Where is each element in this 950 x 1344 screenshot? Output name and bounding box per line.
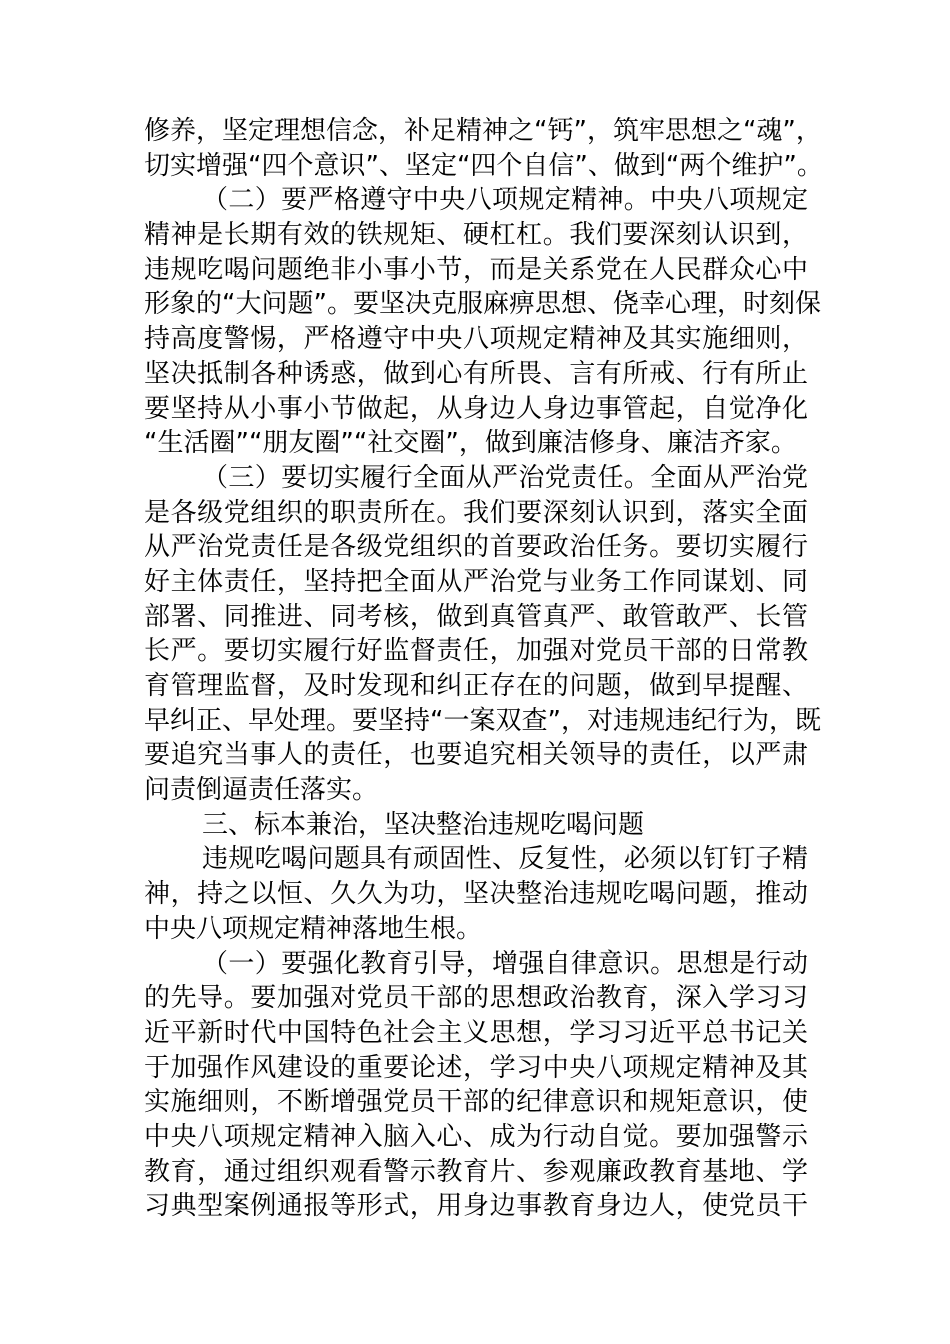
text-line: 中央八项规定精神落地生根。 <box>144 913 483 944</box>
text-line: 要追究当事人的责任，也要追究相关领导的责任，以严肃 <box>144 740 808 771</box>
text-line: 持高度警惕，严格遵守中央八项规定精神及其实施细则， <box>144 324 808 355</box>
text-line: 神，持之以恒、久久为功，坚决整治违规吃喝问题，推动 <box>144 879 808 910</box>
text-line: 精神是长期有效的铁规矩、硬杠杠。我们要深刻认识到， <box>144 220 808 251</box>
text-line: 修养，坚定理想信念，补足精神之“钙”，筑牢思想之“魂”， <box>144 116 822 146</box>
text-line: 是各级党组织的职责所在。我们要深刻认识到，落实全面 <box>144 497 808 528</box>
text-line: 从严治党责任是各级党组织的首要政治任务。要切实履行 <box>144 532 808 563</box>
text-line: 违规吃喝问题绝非小事小节，而是关系党在人民群众心中 <box>144 254 808 285</box>
text-line: （二）要严格遵守中央八项规定精神。中央八项规定 <box>202 185 808 216</box>
text-line: 问责倒逼责任落实。 <box>144 775 379 806</box>
text-line: 教育，通过组织观看警示教育片、参观廉政教育基地、学 <box>144 1156 808 1187</box>
text-line: 形象的“大问题”。要坚决克服麻痹思想、侥幸心理，时刻保 <box>144 289 821 320</box>
text-line: 好主体责任，坚持把全面从严治党与业务工作同谋划、同 <box>144 566 808 597</box>
document-body-text <box>144 114 823 1224</box>
text-line: （三）要切实履行全面从严治党责任。全面从严治党 <box>202 462 808 493</box>
text-line: 要坚持从小事小节做起，从身边人身边事管起，自觉净化 <box>144 393 808 424</box>
text-line: 育管理监督，及时发现和纠正存在的问题，做到早提醒、 <box>144 671 808 701</box>
text-line: 坚决抵制各种诱惑，做到心有所畏、言有所戒、行有所止 <box>144 358 808 389</box>
text-line: 违规吃喝问题具有顽固性、反复性，必须以钉钉子精 <box>202 844 808 875</box>
text-line: 近平新时代中国特色社会主义思想，学习习近平总书记关 <box>144 1017 808 1048</box>
text-line: 切实增强“四个意识”、坚定“四个自信”、做到“两个维护”。 <box>144 150 823 181</box>
text-line: 中央八项规定精神入脑入心、成为行动自觉。要加强警示 <box>144 1121 808 1152</box>
text-line: “生活圈”“朋友圈”“社交圈”，做到廉洁修身、廉洁齐家。 <box>144 428 797 459</box>
section-heading: 三、标本兼治，坚决整治违规吃喝问题 <box>202 809 645 840</box>
text-line: 早纠正、早处理。要坚持“一案双查”，对违规违纪行为，既 <box>144 705 821 736</box>
text-line: 于加强作风建设的重要论述，学习中央八项规定精神及其 <box>144 1052 808 1083</box>
text-line: 实施细则，不断增强党员干部的纪律意识和规矩意识，使 <box>144 1087 808 1118</box>
text-line: 习典型案例通报等形式，用身边事教育身边人，使党员干 <box>144 1191 808 1222</box>
text-line: 部署、同推进、同考核，做到真管真严、敢管敢严、长管 <box>144 601 808 632</box>
text-line: 长严。要切实履行好监督责任，加强对党员干部的日常教 <box>144 636 808 667</box>
text-line: 的先导。要加强对党员干部的思想政治教育，深入学习习 <box>144 983 808 1014</box>
text-line: （一）要强化教育引导，增强自律意识。思想是行动 <box>202 948 808 979</box>
